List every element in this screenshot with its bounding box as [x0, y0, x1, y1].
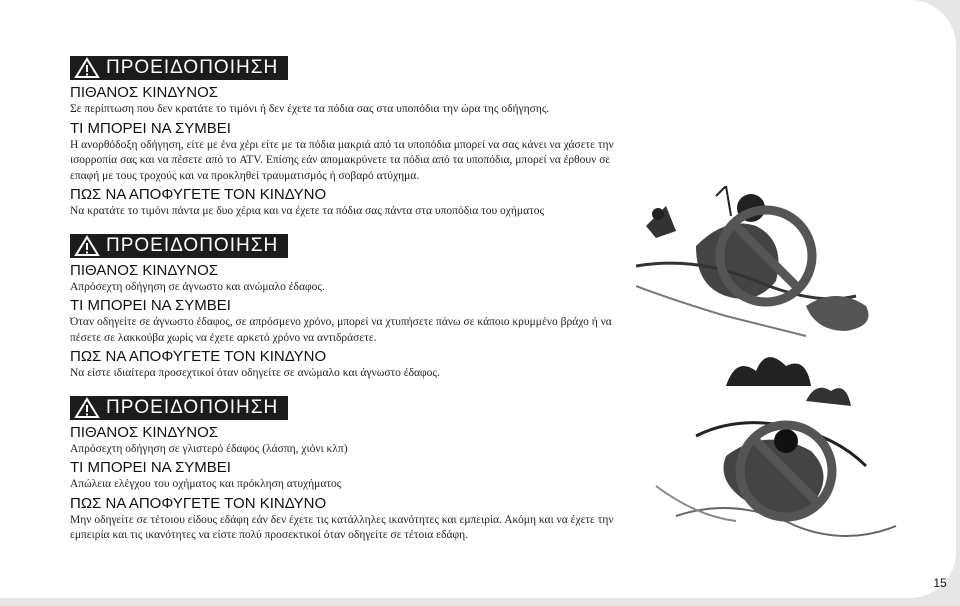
avoidance-text: Μην οδηγείτε σε τέτοιου είδους εδάφη εάν δεν έχετε τις κατάλληλες ικανότητες και εμπειρία. Ακόμη και να έχετε την εμπειρία και τις ικανότητες να είστε πολύ προσεκτικοί όταν οδηγείτε σε τέτοια εδάφη. [70, 513, 614, 541]
warning-section-1 [70, 56, 630, 220]
warnings-column [70, 56, 630, 558]
consequence-heading: ΤΙ ΜΠΟΡΕΙ ΝΑ ΣΥΜΒΕΙ [70, 459, 231, 476]
avoidance-heading: ΠΩΣ ΝΑ ΑΠΟΦΥΓΕΤΕ ΤΟΝ ΚΙΝΔΥΝΟ [70, 348, 327, 365]
warning-label: ΠΡΟΕΙΔΟΠΟΙΗΣΗ [106, 396, 279, 418]
warning-banner [70, 396, 288, 420]
hazard-heading: ΠΙΘΑΝΟΣ ΚΙΝΔΥΝΟΣ [70, 261, 219, 279]
atv-hazard-illustration [636, 186, 926, 556]
avoidance-heading: ΠΩΣ ΝΑ ΑΠΟΦΥΓΕΤΕ ΤΟΝ ΚΙΝΔΥΝΟ [70, 186, 327, 203]
warning-section-2 [70, 234, 630, 382]
warning-banner [70, 56, 288, 80]
hazard-heading: ΠΙΘΑΝΟΣ ΚΙΝΔΥΝΟΣ [70, 84, 219, 101]
page-number: 15 [933, 576, 947, 590]
warning-triangle-icon [74, 397, 100, 419]
warning-banner [70, 234, 288, 258]
avoidance-heading: ΠΩΣ ΝΑ ΑΠΟΦΥΓΕΤΕ ΤΟΝ ΚΙΝΔΥΝΟ [70, 494, 327, 512]
consequence-heading: ΤΙ ΜΠΟΡΕΙ ΝΑ ΣΥΜΒΕΙ [70, 297, 231, 314]
warning-label: ΠΡΟΕΙΔΟΠΟΙΗΣΗ [106, 57, 279, 78]
hazard-text: Απρόσεχτη οδήγηση σε γλιστερό έδαφος (λάσπη, χιόνι κλπ) [70, 442, 348, 455]
avoidance-text: Να κρατάτε το τιμόνι πάντα με δυο χέρια και να έχετε τα πόδια σας πάντα στα υποπόδια του οχήματος [70, 205, 545, 217]
avoidance-text: Να είστε ιδιαίτερα προσεχτικοί όταν οδηγείτε σε ανώμαλο και άγνωστο έδαφος. [70, 367, 440, 379]
hazard-text: Σε περίπτωση που δεν κρατάτε το τιμόνι ή δεν έχετε τα πόδια σας στα υποπόδια την ώρα της οδήγησης. [70, 103, 550, 115]
warning-section-3 [70, 396, 630, 544]
consequence-text: Όταν οδηγείτε σε άγνωστο έδαφος, σε απρόσμενο χρόνο, μπορεί να χτυπήσετε πάνω σε κάποιο κρυμμένο βράχο ή να πέσετε σε λακκούβα χωρίς να έχετε αρκετό χρόνο να αντιδράσετε. [70, 316, 612, 344]
consequence-heading: ΤΙ ΜΠΟΡΕΙ ΝΑ ΣΥΜΒΕΙ [70, 119, 231, 137]
warning-triangle-icon [74, 57, 100, 79]
hazard-heading: ΠΙΘΑΝΟΣ ΚΙΝΔΥΝΟΣ [70, 423, 219, 441]
consequence-text: Απώλεια ελέγχου του οχήματος και πρόκληση ατυχήματος [70, 478, 342, 490]
warning-triangle-icon [74, 235, 100, 257]
consequence-text: Η ανορθόδοξη οδήγηση, είτε με ένα χέρι είτε με τα πόδια μακριά από τα υποπόδια μπορεί να σας κάνει να χάσετε την ισορροπία σας και να πέσετε από το ATV. Επίσης εάν απομακρύνετε τα πόδια από τα υποπόδια, μπορεί να έρθουν σε επαφή με τους τροχούς και να προκληθεί τραυματισμός ή σοβαρό ατύχημα. [70, 138, 614, 182]
warning-label: ΠΡΟΕΙΔΟΠΟΙΗΣΗ [106, 234, 279, 256]
hazard-text: Απρόσεχτη οδήγηση σε άγνωστο και ανώμαλο έδαφος. [70, 280, 325, 293]
atv-rider-illustration-2 [656, 357, 896, 536]
